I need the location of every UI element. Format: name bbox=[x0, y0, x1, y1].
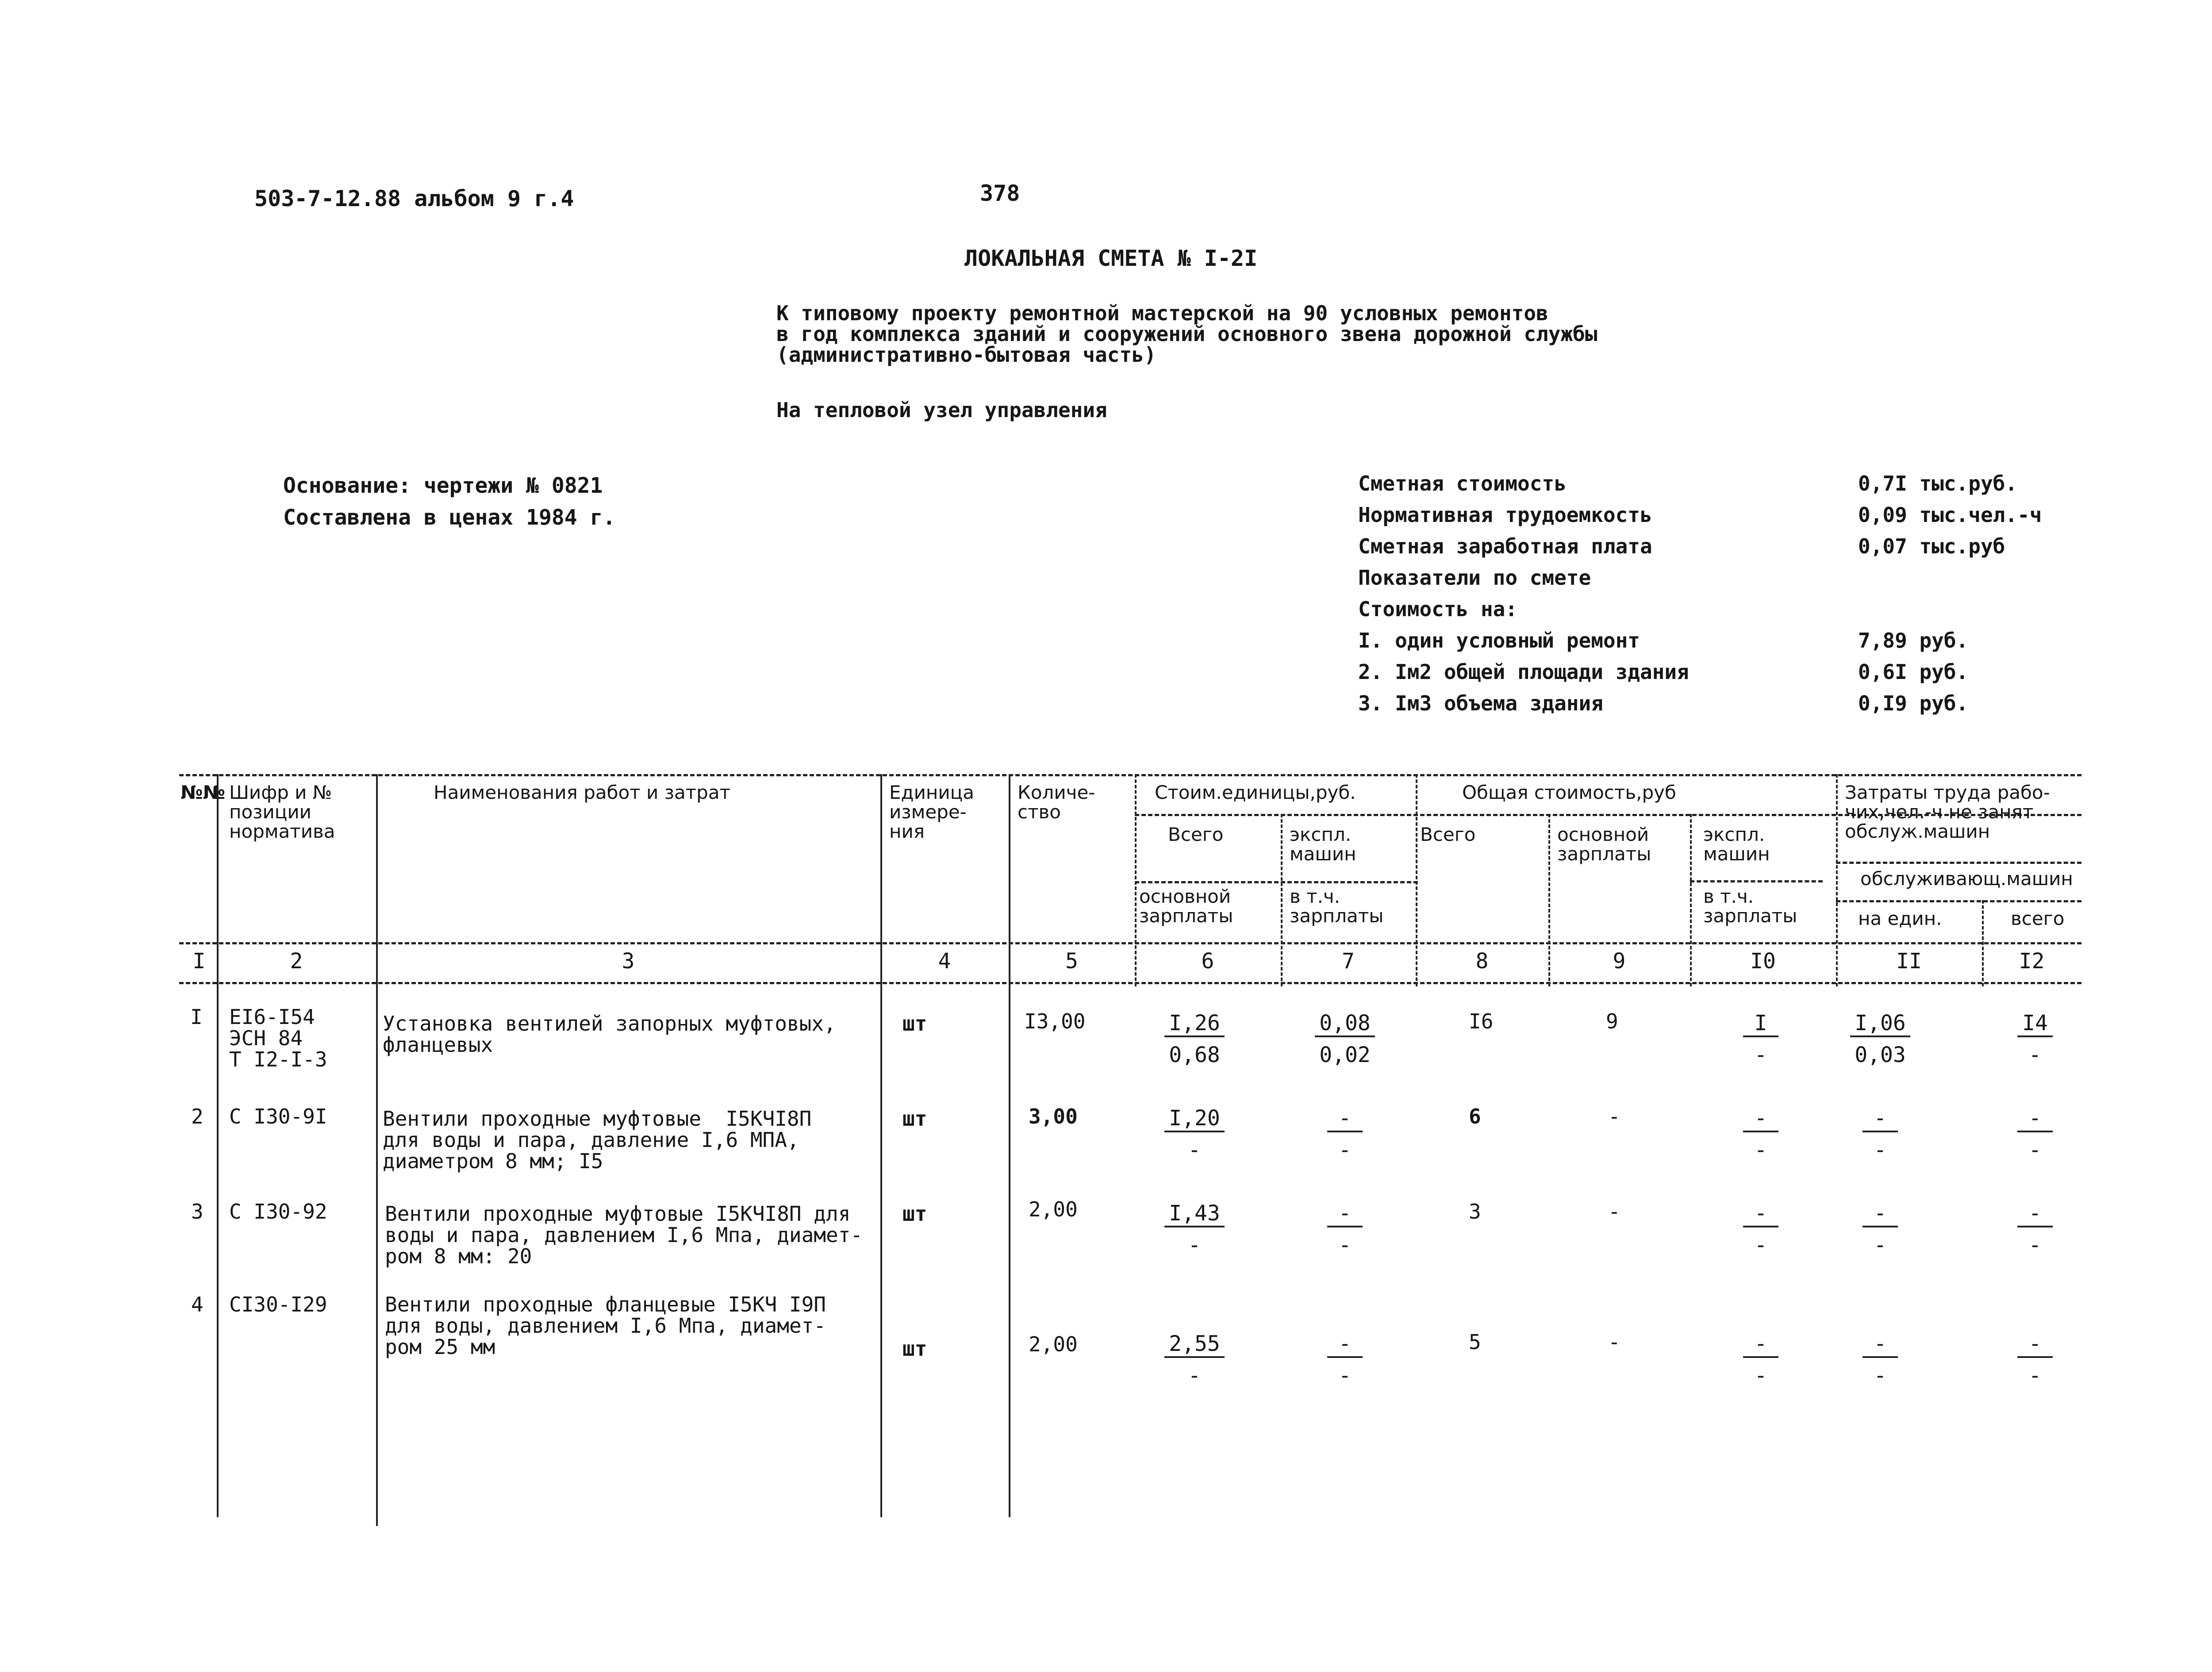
row-unit-machines: - - bbox=[1301, 1201, 1389, 1258]
row-total-wages: - bbox=[1608, 1200, 1621, 1223]
header-unit-cost: Стоим.единицы,руб. bbox=[1155, 782, 1356, 803]
header-unit-wages: основной зарплаты bbox=[1139, 886, 1233, 927]
row-unit: шт bbox=[902, 1337, 927, 1361]
table-rule bbox=[1836, 900, 2081, 902]
document-code: 503-7-12.88 альбом 9 г.4 bbox=[254, 186, 574, 211]
row-total-wages: - bbox=[1608, 1330, 1621, 1354]
col-number: I0 bbox=[1750, 949, 1776, 974]
row-unit-total: 2,55 - bbox=[1150, 1331, 1239, 1388]
table-top-rule bbox=[179, 774, 2081, 776]
col-number: 5 bbox=[1065, 949, 1078, 974]
row-labor-total: I4 - bbox=[1991, 1011, 2079, 1067]
row-unit-machines: $\frac{0,08}{0,02}$ bbox=[1301, 1011, 1389, 1067]
row-labor-per-unit: $\frac{I,06}{0,03}$ bbox=[1836, 1011, 1924, 1067]
row-name: Вентили проходные муфтовые I5КЧI8П для воды и пара, давление I,6 МПА, диаметром 8 мм; I5 bbox=[383, 1107, 812, 1173]
row-labor-total: - - bbox=[1991, 1331, 2079, 1388]
col-divider bbox=[1009, 774, 1010, 1517]
header-unit-total: Всего bbox=[1168, 824, 1224, 845]
row-labor-total: - - bbox=[1991, 1201, 2079, 1258]
summary-row: Показатели по смете bbox=[1358, 566, 1591, 590]
col-divider bbox=[376, 774, 378, 1526]
header-num: №№ bbox=[180, 782, 226, 803]
row-labor-per-unit: - - bbox=[1836, 1106, 1924, 1162]
basis-text: Основание: чертежи № 0821 Составлена в ценах 1984 г. bbox=[283, 473, 616, 530]
row-total-machines: I - bbox=[1717, 1011, 1805, 1067]
row-number: I bbox=[190, 1005, 203, 1029]
col-number: I bbox=[192, 949, 206, 974]
col-number: 8 bbox=[1475, 949, 1489, 974]
col-number: 3 bbox=[622, 949, 635, 974]
header-total-machines: экспл. машин bbox=[1703, 824, 1770, 865]
col-divider bbox=[217, 774, 219, 1517]
row-unit-total: I,43 - bbox=[1150, 1201, 1239, 1258]
row-total-machines: - - bbox=[1717, 1106, 1805, 1162]
row-labor-total: - - bbox=[1991, 1106, 2079, 1162]
table-rule bbox=[179, 942, 2081, 944]
row-qty: 2,00 bbox=[1029, 1197, 1078, 1221]
row-total: 3 bbox=[1469, 1200, 1481, 1223]
header-total-wages: основной зарплаты bbox=[1557, 824, 1651, 865]
row-unit: шт bbox=[902, 1012, 927, 1035]
row-number: 2 bbox=[191, 1104, 204, 1128]
row-unit: шт bbox=[902, 1202, 927, 1226]
header-unit-machines: экспл. машин bbox=[1290, 824, 1356, 865]
table-rule bbox=[1135, 881, 1418, 883]
row-labor-per-unit: - - bbox=[1836, 1331, 1924, 1388]
row-unit-total: I,20 - bbox=[1150, 1106, 1239, 1162]
document-subtitle: К типовому проекту ремонтной мастерской на 90 условных ремонтов в год комплекса зданий и сооружений основного звена дорожной службы (административно-бытовая часть) bbox=[776, 301, 1598, 367]
summary-row: Сметная стоимость 0,7I тыс.руб. bbox=[1358, 472, 2018, 495]
row-qty: I3,00 bbox=[1024, 1009, 1086, 1033]
estimate-object: На тепловой узел управления bbox=[776, 398, 1107, 422]
header-labor-per-unit: на един. bbox=[1858, 908, 1942, 929]
col-number: 6 bbox=[1201, 949, 1214, 974]
header-total-incl-wages: в т.ч. зарплаты bbox=[1703, 886, 1797, 927]
summary-row: Сметная заработная плата 0,07 тыс.руб bbox=[1358, 534, 2005, 558]
row-total: 5 bbox=[1469, 1330, 1481, 1354]
summary-row: I. один условный ремонт 7,89 руб. bbox=[1358, 629, 1969, 652]
row-name: Вентили проходные фланцевые I5КЧ I9П для воды, давлением I,6 Мпа, диамет- ром 25 мм bbox=[385, 1292, 826, 1359]
row-total-wages: 9 bbox=[1606, 1009, 1618, 1033]
row-number: 3 bbox=[191, 1200, 204, 1223]
row-labor-per-unit: - - bbox=[1836, 1201, 1924, 1258]
row-code: СI30-I29 bbox=[229, 1292, 327, 1316]
header-labor: Затраты труда рабо- чих,чел.-ч не занят обслуж.машин bbox=[1845, 782, 2050, 842]
row-code: EI6-I54 ЭСН 84 Т I2-I-3 bbox=[229, 1005, 327, 1071]
row-unit-machines: - - bbox=[1301, 1106, 1389, 1162]
header-labor-machines: обслуживающ.машин bbox=[1860, 868, 2073, 890]
row-total: 6 bbox=[1469, 1104, 1481, 1128]
col-number: 4 bbox=[938, 949, 951, 974]
row-name: Установка вентилей запорных муфтовых, фланцевых bbox=[383, 1012, 836, 1057]
header-labor-total: всего bbox=[2011, 908, 2065, 929]
col-number: I2 bbox=[2019, 949, 2045, 974]
row-code: С I30-9I bbox=[229, 1104, 327, 1128]
row-code: С I30-92 bbox=[229, 1200, 327, 1223]
row-qty: 2,00 bbox=[1029, 1332, 1078, 1356]
row-qty: 3,00 bbox=[1029, 1104, 1078, 1128]
header-qty: Количе- ство bbox=[1018, 782, 1095, 823]
table-rule bbox=[1690, 880, 1823, 882]
row-number: 4 bbox=[191, 1292, 204, 1316]
col-number: 7 bbox=[1342, 949, 1355, 974]
row-total-wages: - bbox=[1608, 1104, 1621, 1128]
header-unit: Единица измере- ния bbox=[889, 782, 974, 842]
header-unit-incl-wages: в т.ч. зарплаты bbox=[1290, 886, 1384, 927]
col-number: II bbox=[1896, 949, 1922, 974]
header-name: Наименования работ и затрат bbox=[434, 782, 731, 803]
summary-row: 3. Iм3 объема здания 0,I9 руб. bbox=[1358, 691, 1969, 715]
table-rule bbox=[1836, 862, 2081, 864]
summary-row: Нормативная трудоемкость 0,09 тыс.чел.-ч bbox=[1358, 503, 2042, 527]
col-number: 9 bbox=[1613, 949, 1626, 974]
row-unit-total: $\frac{I,26}{0,68}$ bbox=[1150, 1011, 1239, 1067]
col-divider bbox=[880, 774, 882, 1517]
header-code: Шифр и № позиции норматива bbox=[229, 782, 335, 842]
page-number: 378 bbox=[980, 180, 1020, 206]
row-unit-machines: - - bbox=[1301, 1331, 1389, 1388]
header-total: Всего bbox=[1420, 824, 1476, 845]
row-total-machines: - - bbox=[1717, 1331, 1805, 1388]
summary-row: Стоимость на: bbox=[1358, 597, 1518, 621]
row-total-machines: - - bbox=[1717, 1201, 1805, 1258]
document-title: ЛОКАЛЬНАЯ СМЕТА № I-2I bbox=[964, 245, 1258, 271]
row-total: I6 bbox=[1469, 1009, 1494, 1033]
row-unit: шт bbox=[902, 1107, 927, 1131]
header-total-cost: Общая стоимость,руб bbox=[1462, 782, 1676, 803]
summary-row: 2. Iм2 общей площади здания 0,6I руб. bbox=[1358, 660, 1969, 684]
col-number: 2 bbox=[290, 949, 303, 974]
table-rule bbox=[179, 982, 2081, 984]
summary-block bbox=[1358, 468, 2042, 719]
row-name: Вентили проходные муфтовые I5КЧI8П для воды и пара, давлением I,6 Мпа, диамет- ром 8 мм: 20 bbox=[385, 1202, 863, 1268]
